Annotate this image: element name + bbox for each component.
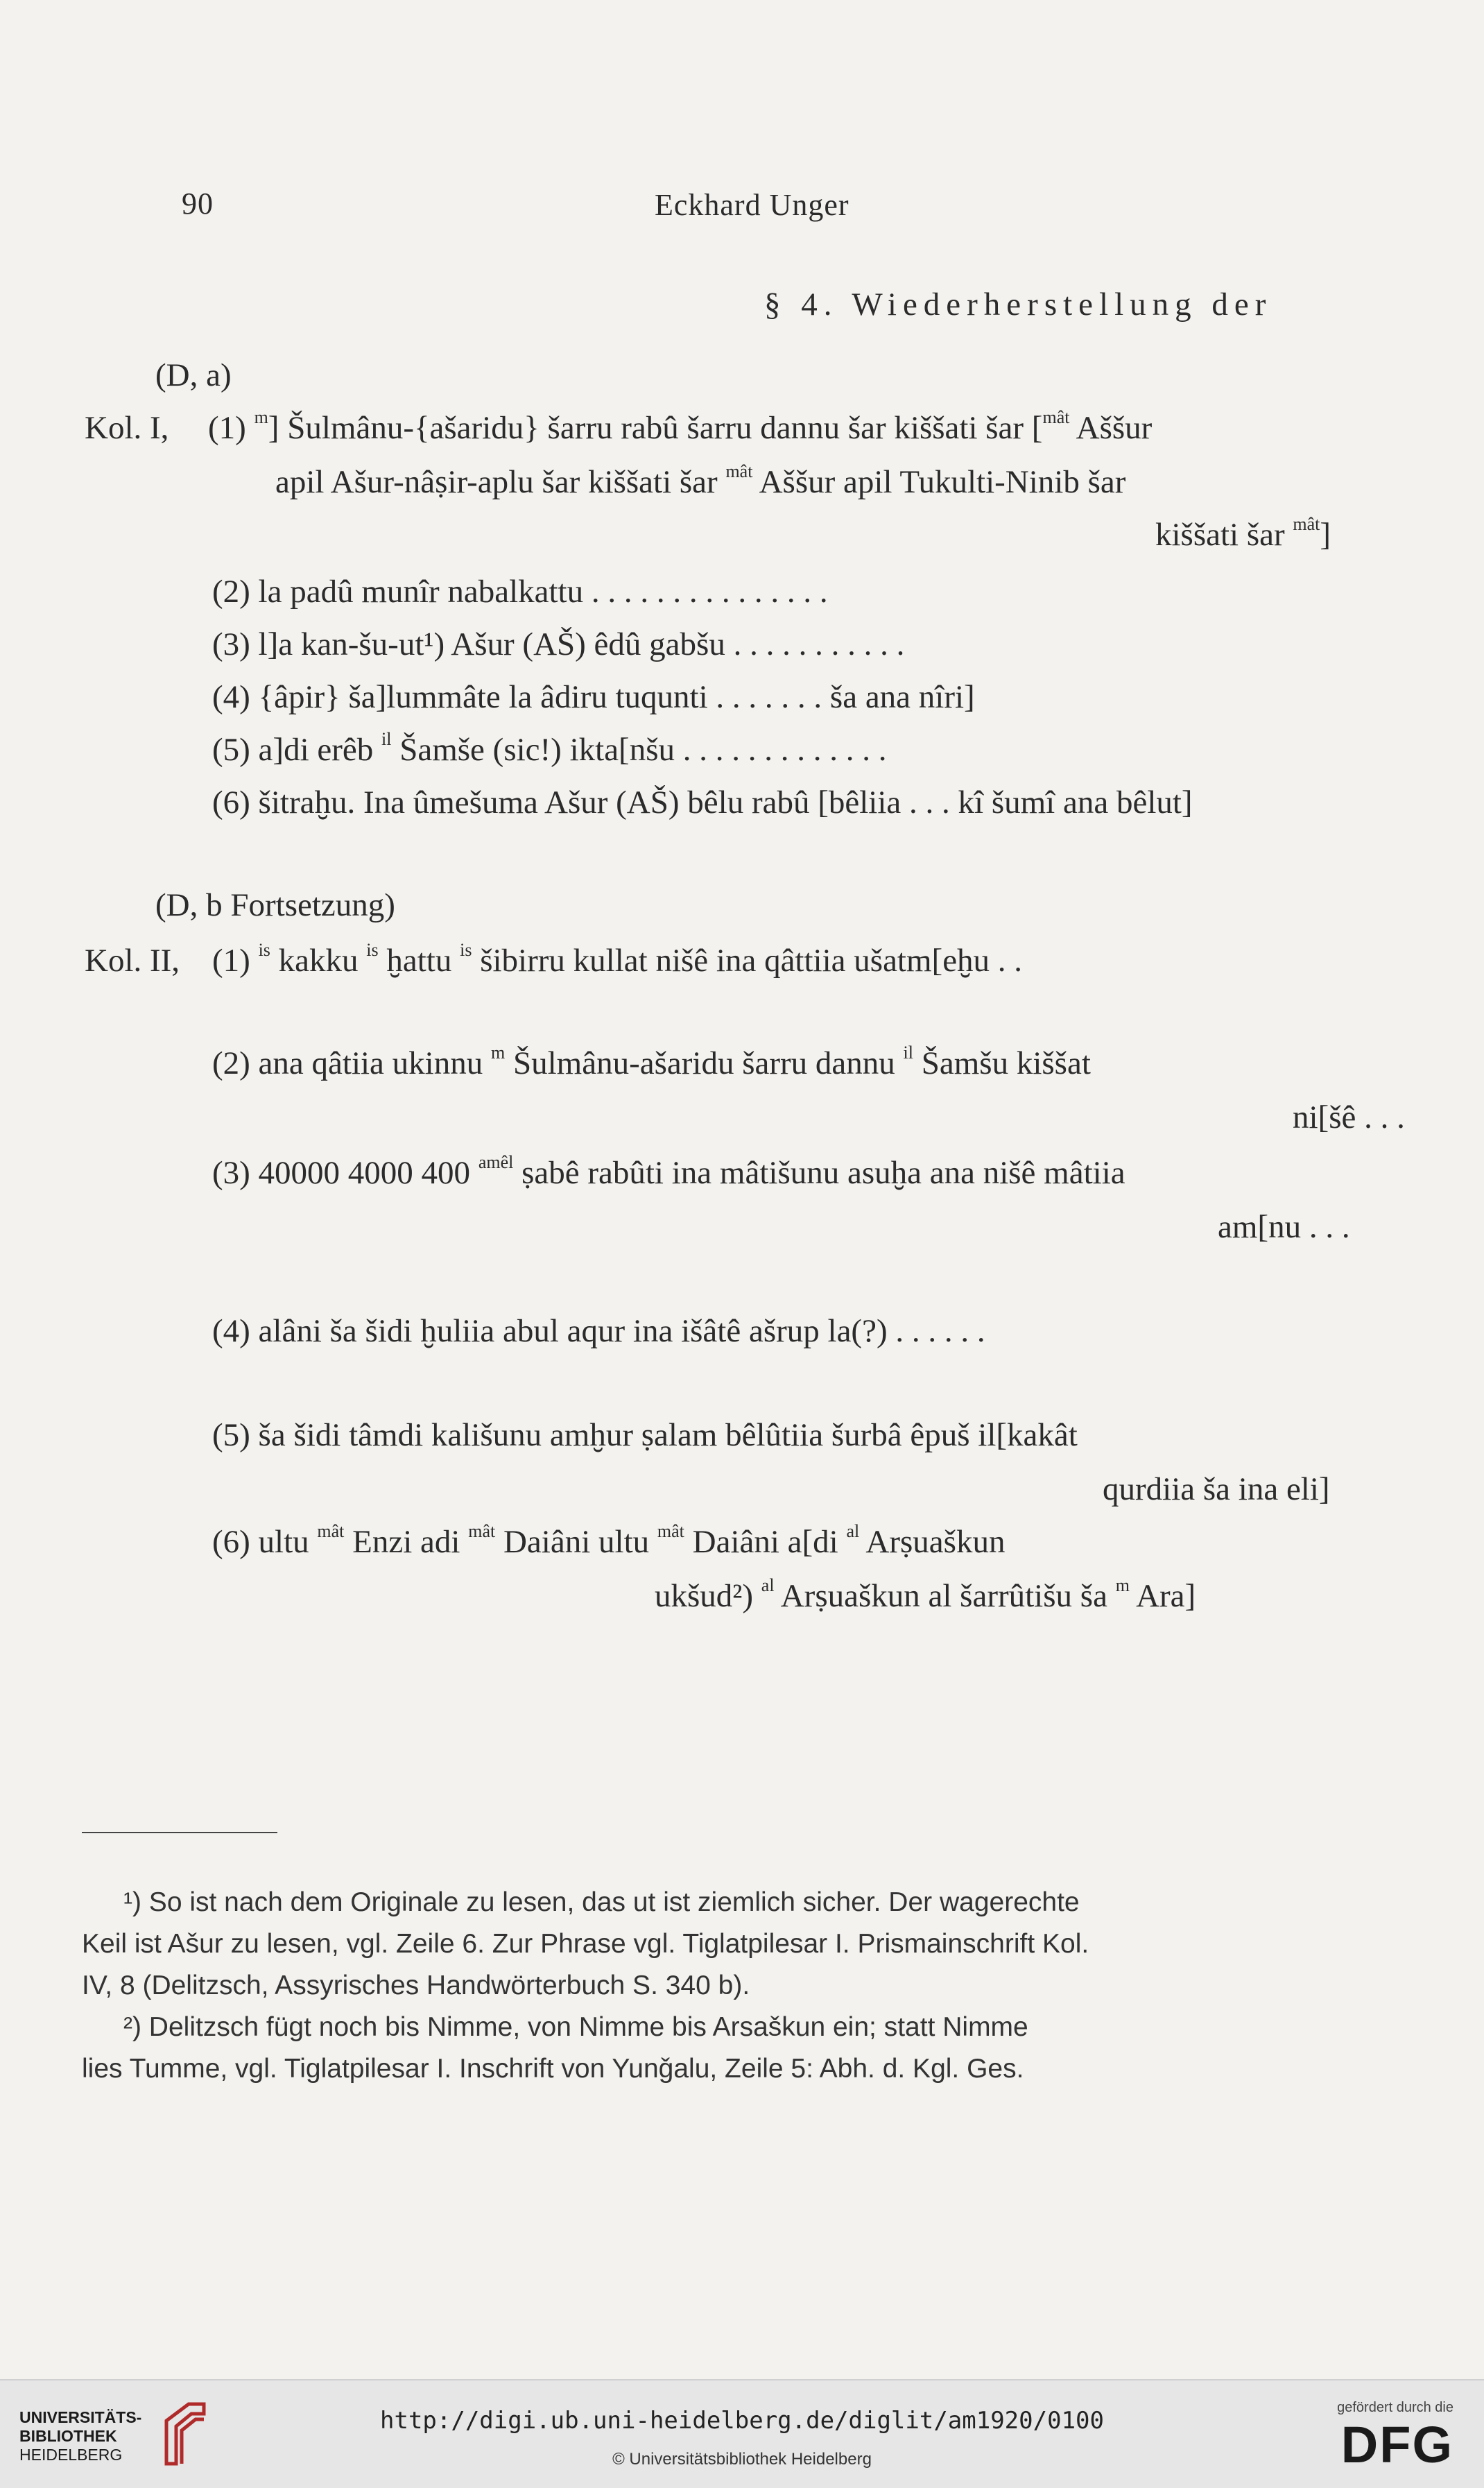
text: Šamše (sic!) ikta[nšu . . . . . . . . . . . . .: [391, 732, 887, 768]
line-b2b: ni[šê . . .: [1293, 1099, 1405, 1135]
sup: mât: [317, 1521, 345, 1541]
text: Šamšu kiššat: [913, 1045, 1091, 1081]
sup: m: [490, 1043, 506, 1063]
block-a-label: (D, a): [155, 357, 232, 393]
text: Daiâni ultu: [495, 1524, 657, 1560]
text: Daiâni a[di: [684, 1524, 847, 1560]
line-a4: (4) {âpir} ša]lummâte la âdiru tuqunti . . . . . . . ša ana nîri]: [212, 679, 975, 715]
line-a2: (2) la padû munîr nabalkattu . . . . . . . . . . . . . . .: [212, 574, 828, 610]
line-b5: (5) ša šidi tâmdi kališunu amḫur ṣalam bêlûtiia šurbâ êpuš il[kakât: [212, 1417, 1078, 1453]
line-a3: (3) l]a kan-šu-ut¹) Ašur (AŠ) êdû gabšu . . . . . . . . . . .: [212, 626, 905, 662]
text: Enzi adi: [344, 1524, 469, 1560]
sup: mât: [1042, 407, 1070, 427]
text: Ara]: [1129, 1578, 1196, 1614]
text: kakku: [270, 943, 367, 979]
sup: il: [381, 729, 392, 749]
sup: amêl: [478, 1152, 514, 1172]
text: ukšud²): [655, 1578, 761, 1614]
line-b1: [212, 940, 1023, 979]
line-num: (1): [212, 943, 250, 979]
text: ṣabê rabûti ina mâtišunu asuḫa ana nišê mâtiia: [513, 1155, 1125, 1191]
library-line-2: BIBLIOTHEK: [19, 2427, 117, 2445]
block-b-label: (D, b Fortsetzung): [155, 887, 395, 923]
library-line-1: UNIVERSITÄTS-: [19, 2408, 142, 2426]
text: Arṣuaškun al šarrûtišu ša: [774, 1578, 1116, 1614]
line-a1b: [275, 461, 1126, 500]
line-b3b: am[nu . . .: [1218, 1209, 1350, 1245]
sup: il: [903, 1043, 913, 1063]
sup: al: [761, 1575, 775, 1595]
sup: is: [258, 940, 270, 960]
line-a6: (6) šitraḫu. Ina ûmešuma Ašur (AŠ) bêlu rabû [bêliia . . . kî šumî ana bêlut]: [212, 784, 1193, 821]
library-line-3: HEIDELBERG: [19, 2446, 123, 2464]
page-number: 90: [182, 187, 214, 221]
footer-bar: [0, 2379, 1484, 2488]
text: ] Šulmânu-{ašaridu} šarru rabû šarru dannu šar kiššati šar [: [268, 410, 1043, 446]
line-b2: [212, 1043, 1091, 1081]
funded-by-label: gefördert durch die: [1337, 2400, 1453, 2415]
text: (5) a]di erêb: [212, 732, 381, 768]
sup: al: [846, 1521, 860, 1541]
line-b5b: qurdiia ša ina eli]: [1103, 1471, 1330, 1507]
text: Aššur apil Tukulti-Ninib šar: [752, 464, 1126, 500]
dfg-logo: DFG: [1340, 2416, 1453, 2473]
col-label-i: Kol. I,: [85, 410, 169, 446]
permalink-url[interactable]: http://digi.ub.uni-heidelberg.de/diglit/am1920/0100: [380, 2407, 1104, 2435]
line-a1c: [1155, 514, 1331, 553]
text: Šulmânu-ašaridu šarru dannu: [505, 1045, 904, 1081]
copyright: © Universitätsbibliothek Heidelberg: [612, 2450, 872, 2469]
sup: mât: [468, 1521, 496, 1541]
text: ]: [1320, 517, 1331, 553]
line-a5: [212, 729, 887, 768]
footnote-2-line-2: lies Tumme, vgl. Tiglatpilesar I. Inschrift von Yunǧalu, Zeile 5: Abh. d. Kgl. Ges.: [82, 2054, 1024, 2084]
sup: mât: [1293, 514, 1320, 534]
sup: is: [460, 940, 472, 960]
line-b4: (4) alâni ša šidi ḫuliia abul aqur ina išâtê ašrup la(?) . . . . . .: [212, 1313, 985, 1349]
line-b3: [212, 1152, 1125, 1191]
running-title: Eckhard Unger: [655, 188, 849, 222]
text: Arṣuaškun: [859, 1524, 1006, 1560]
line-a1: [208, 407, 1153, 446]
footnote-1-line-2: Keil ist Ašur zu lesen, vgl. Zeile 6. Zur Phrase vgl. Tiglatpilesar I. Prismainschrift Kol.: [82, 1929, 1089, 1959]
footnote-rule: [82, 1832, 277, 1833]
line-num: (1): [208, 410, 246, 446]
sup: m: [1115, 1575, 1130, 1595]
col-label-ii: Kol. II,: [85, 943, 180, 979]
footnote-2-line-1: ²) Delitzsch fügt noch bis Nimme, von Nimme bis Arsaškun ein; statt Nimme: [123, 2012, 1028, 2042]
sup: m: [254, 407, 268, 427]
section-heading: § 4. Wiederherstellung der: [764, 286, 1272, 323]
line-b6b: [655, 1575, 1196, 1614]
text: kiššati šar: [1155, 517, 1293, 553]
sup: mât: [657, 1521, 684, 1541]
text: Aššur: [1069, 410, 1153, 446]
text: (6) ultu: [212, 1524, 318, 1560]
text: apil Ašur-nâṣir-aplu šar kiššati šar: [275, 464, 726, 500]
text: šibirru kullat nišê ina qâttiia ušatm[eḫu . .: [472, 943, 1023, 979]
text: (2) ana qâtiia ukinnu: [212, 1045, 491, 1081]
footnote-1-line-3: IV, 8 (Delitzsch, Assyrisches Handwörterbuch S. 340 b).: [82, 1971, 750, 2000]
footnote-1-line-1: ¹) So ist nach dem Originale zu lesen, das ut ist ziemlich sicher. Der wagerechte: [123, 1887, 1080, 1917]
text: (3) 40000 4000 400: [212, 1155, 478, 1191]
sup: is: [366, 940, 379, 960]
sup: mât: [725, 461, 753, 481]
text: ḫattu: [378, 943, 460, 979]
line-b6: [212, 1521, 1006, 1560]
